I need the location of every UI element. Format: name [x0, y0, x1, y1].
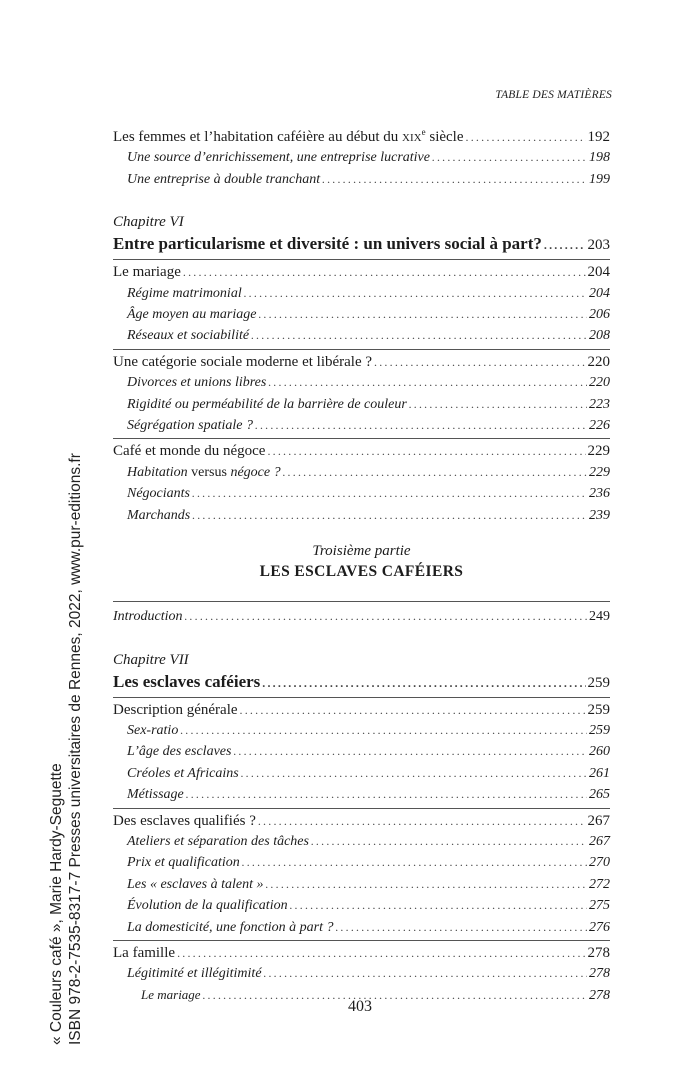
toc-entry-title: Les femmes et l’habitation caféière au début du xix$^e$ siècle: [113, 127, 464, 145]
subentry-page: 220: [589, 375, 610, 391]
subentry-title: Réseaux et sociabilité: [127, 328, 250, 344]
introduction-page: 249: [589, 609, 610, 625]
chapter-title-entry[interactable]: [113, 232, 610, 257]
leader-dots: [186, 784, 587, 804]
subentry-page: 260: [589, 744, 610, 760]
toc-entry[interactable]: [113, 122, 610, 147]
subentry-page: 259: [589, 722, 610, 738]
leader-dots: [374, 352, 585, 372]
subentry-title: Régime matrimonial: [127, 285, 242, 301]
section-page: 204: [587, 264, 610, 281]
subentry-page: 276: [589, 919, 610, 935]
toc-subentry[interactable]: [113, 720, 610, 741]
introduction-title: Introduction: [113, 609, 183, 625]
toc-subentry[interactable]: [113, 784, 610, 805]
subentry-title: Évolution de la qualification: [127, 898, 288, 914]
section-page: 259: [587, 701, 610, 718]
toc-subentry[interactable]: [113, 147, 610, 168]
section-page: 220: [587, 353, 610, 370]
leader-dots: [335, 917, 587, 937]
leader-dots: [192, 483, 587, 503]
subentry-page: 267: [589, 833, 610, 849]
subentry-page: 223: [589, 396, 610, 412]
section-title: La famille: [113, 944, 176, 961]
chapter-label: Chapitre VI: [113, 214, 184, 231]
toc-subentry[interactable]: [113, 763, 610, 784]
toc-subentry[interactable]: [113, 304, 610, 325]
leader-dots: [544, 233, 586, 257]
subentry-title: La domesticité, une fonction à part ?: [127, 919, 334, 935]
leader-dots: [264, 963, 587, 983]
toc-subentry[interactable]: [113, 462, 610, 483]
side-credit-line1: « Couleurs café », Marie Hardy-Seguette: [48, 763, 65, 1045]
subentry-page: 206: [589, 307, 610, 323]
subentry-title: Sex-ratio: [127, 722, 179, 738]
subentry-title: Marchands: [127, 507, 191, 523]
section-title: Des esclaves qualifiés ?: [113, 812, 256, 829]
toc-subentry[interactable]: [113, 505, 610, 526]
section-title: Une catégorie sociale moderne et libérale ?: [113, 353, 373, 370]
toc-subentry-page: 199: [589, 171, 610, 187]
section-page: 267: [587, 812, 610, 829]
toc-entry-page: 192: [587, 129, 610, 145]
side-credit-line2: ISBN 978-2-7535-8317-7 Presses universitaires de Rennes, 2022, www.pur-editions.fr: [67, 453, 84, 1045]
leader-dots: [180, 720, 587, 740]
subentry-title: Légitimité et illégitimité: [127, 966, 262, 982]
leader-dots: [192, 505, 587, 525]
subentry-title: Divorces et unions libres: [127, 375, 267, 391]
subentry-page: 265: [589, 787, 610, 803]
running-head: TABLE DES MATIÈRES: [495, 89, 612, 101]
toc-subentry[interactable]: [113, 874, 610, 895]
toc-section[interactable]: [113, 808, 610, 831]
leader-dots: [240, 700, 586, 720]
chapter-label: Chapitre VII: [113, 651, 189, 668]
subentry-page: 275: [589, 898, 610, 914]
toc-subentry[interactable]: [113, 741, 610, 762]
leader-dots: [290, 895, 587, 915]
subentry-page: 239: [589, 507, 610, 523]
leader-dots: [466, 127, 586, 147]
leader-dots: [311, 831, 587, 851]
chapter-title: Les esclaves caféiers: [113, 671, 261, 691]
toc-subentry[interactable]: [113, 394, 610, 415]
subentry-page: 270: [589, 855, 610, 871]
leader-dots: [268, 372, 587, 392]
leader-dots: [177, 943, 585, 963]
toc-section[interactable]: [113, 259, 610, 282]
leader-dots: [432, 147, 587, 167]
subentry-title: Ségrégation spatiale ?: [127, 418, 253, 434]
toc-subentry[interactable]: [113, 283, 610, 304]
section-title: Description générale: [113, 701, 238, 718]
subentry-title: Prix et qualification: [127, 855, 240, 871]
subentry-title: Rigidité ou perméabilité de la barrière de couleur: [127, 396, 407, 412]
subentry-page: 229: [589, 464, 610, 480]
subentry-page: 226: [589, 418, 610, 434]
toc-section[interactable]: [113, 438, 610, 461]
subentry-title: Ateliers et séparation des tâches: [127, 833, 309, 849]
subsubentry-title: Le mariage: [141, 986, 201, 1002]
leader-dots: [283, 462, 587, 482]
toc-subentry[interactable]: [113, 415, 610, 436]
subentry-title: Les « esclaves à talent »: [127, 876, 264, 892]
toc-subentry[interactable]: [113, 169, 610, 190]
toc-subentry[interactable]: [113, 852, 610, 873]
leader-dots: [242, 852, 587, 872]
section-page: 229: [587, 443, 610, 460]
chapter-title-entry[interactable]: [113, 670, 610, 695]
subentry-title: Négociants: [127, 486, 190, 502]
toc-subentry[interactable]: [113, 483, 610, 504]
toc-introduction[interactable]: [113, 601, 610, 627]
subentry-page: 261: [589, 765, 610, 781]
subentry-title: Créoles et Africains: [127, 765, 239, 781]
toc-subentry[interactable]: [113, 917, 610, 938]
leader-dots: [262, 671, 585, 695]
toc-subentry-title: Une source d’enrichissement, une entreprise lucrative: [127, 150, 430, 166]
leader-dots: [244, 283, 587, 303]
leader-dots: [241, 763, 587, 783]
leader-dots: [265, 874, 587, 894]
section-title: Le mariage: [113, 264, 181, 281]
leader-dots: [409, 394, 587, 414]
toc-section[interactable]: [113, 349, 610, 372]
toc-subentry[interactable]: [113, 895, 610, 916]
part-title: LES ESCLAVES CAFÉIERS: [259, 563, 464, 581]
part-label: Troisième partie: [312, 543, 411, 560]
leader-dots: [184, 606, 587, 626]
toc-subentry-page: 198: [589, 150, 610, 166]
leader-dots: [258, 811, 586, 831]
leader-dots: [255, 415, 587, 435]
toc-section[interactable]: [113, 940, 610, 963]
subentry-page: 208: [589, 328, 610, 344]
leader-dots: [267, 441, 585, 461]
toc-subentry[interactable]: [113, 963, 610, 984]
leader-dots: [251, 325, 587, 345]
toc-section[interactable]: [113, 697, 610, 720]
subentry-title: Métissage: [127, 787, 184, 803]
toc-subentry[interactable]: [113, 325, 610, 346]
subentry-page: 236: [589, 486, 610, 502]
subentry-title: L’âge des esclaves: [127, 744, 232, 760]
subentry-title: Habitation versus négoce ?: [127, 464, 281, 480]
chapter-title: Entre particularisme et diversité : un univers social à part?: [113, 234, 542, 254]
leader-dots: [183, 262, 586, 282]
side-credit: [47, 453, 85, 1045]
leader-dots: [322, 169, 587, 189]
toc-subentry[interactable]: [113, 372, 610, 393]
page-number: 403: [348, 998, 372, 1015]
chapter-page: 203: [587, 237, 610, 254]
subentry-page: 272: [589, 876, 610, 892]
chapter-page: 259: [587, 674, 610, 691]
toc-subentry[interactable]: [113, 831, 610, 852]
subentry-page: 204: [589, 285, 610, 301]
toc-subentry-title: Une entreprise à double tranchant: [127, 171, 321, 187]
table-of-contents: [113, 122, 610, 1006]
section-title: Café et monde du négoce: [113, 443, 266, 460]
section-page: 278: [587, 944, 610, 961]
subsubentry-page: 278: [589, 987, 610, 1003]
leader-dots: [233, 741, 587, 761]
leader-dots: [258, 304, 587, 324]
subentry-page: 278: [589, 966, 610, 982]
subentry-title: Âge moyen au mariage: [127, 307, 257, 323]
